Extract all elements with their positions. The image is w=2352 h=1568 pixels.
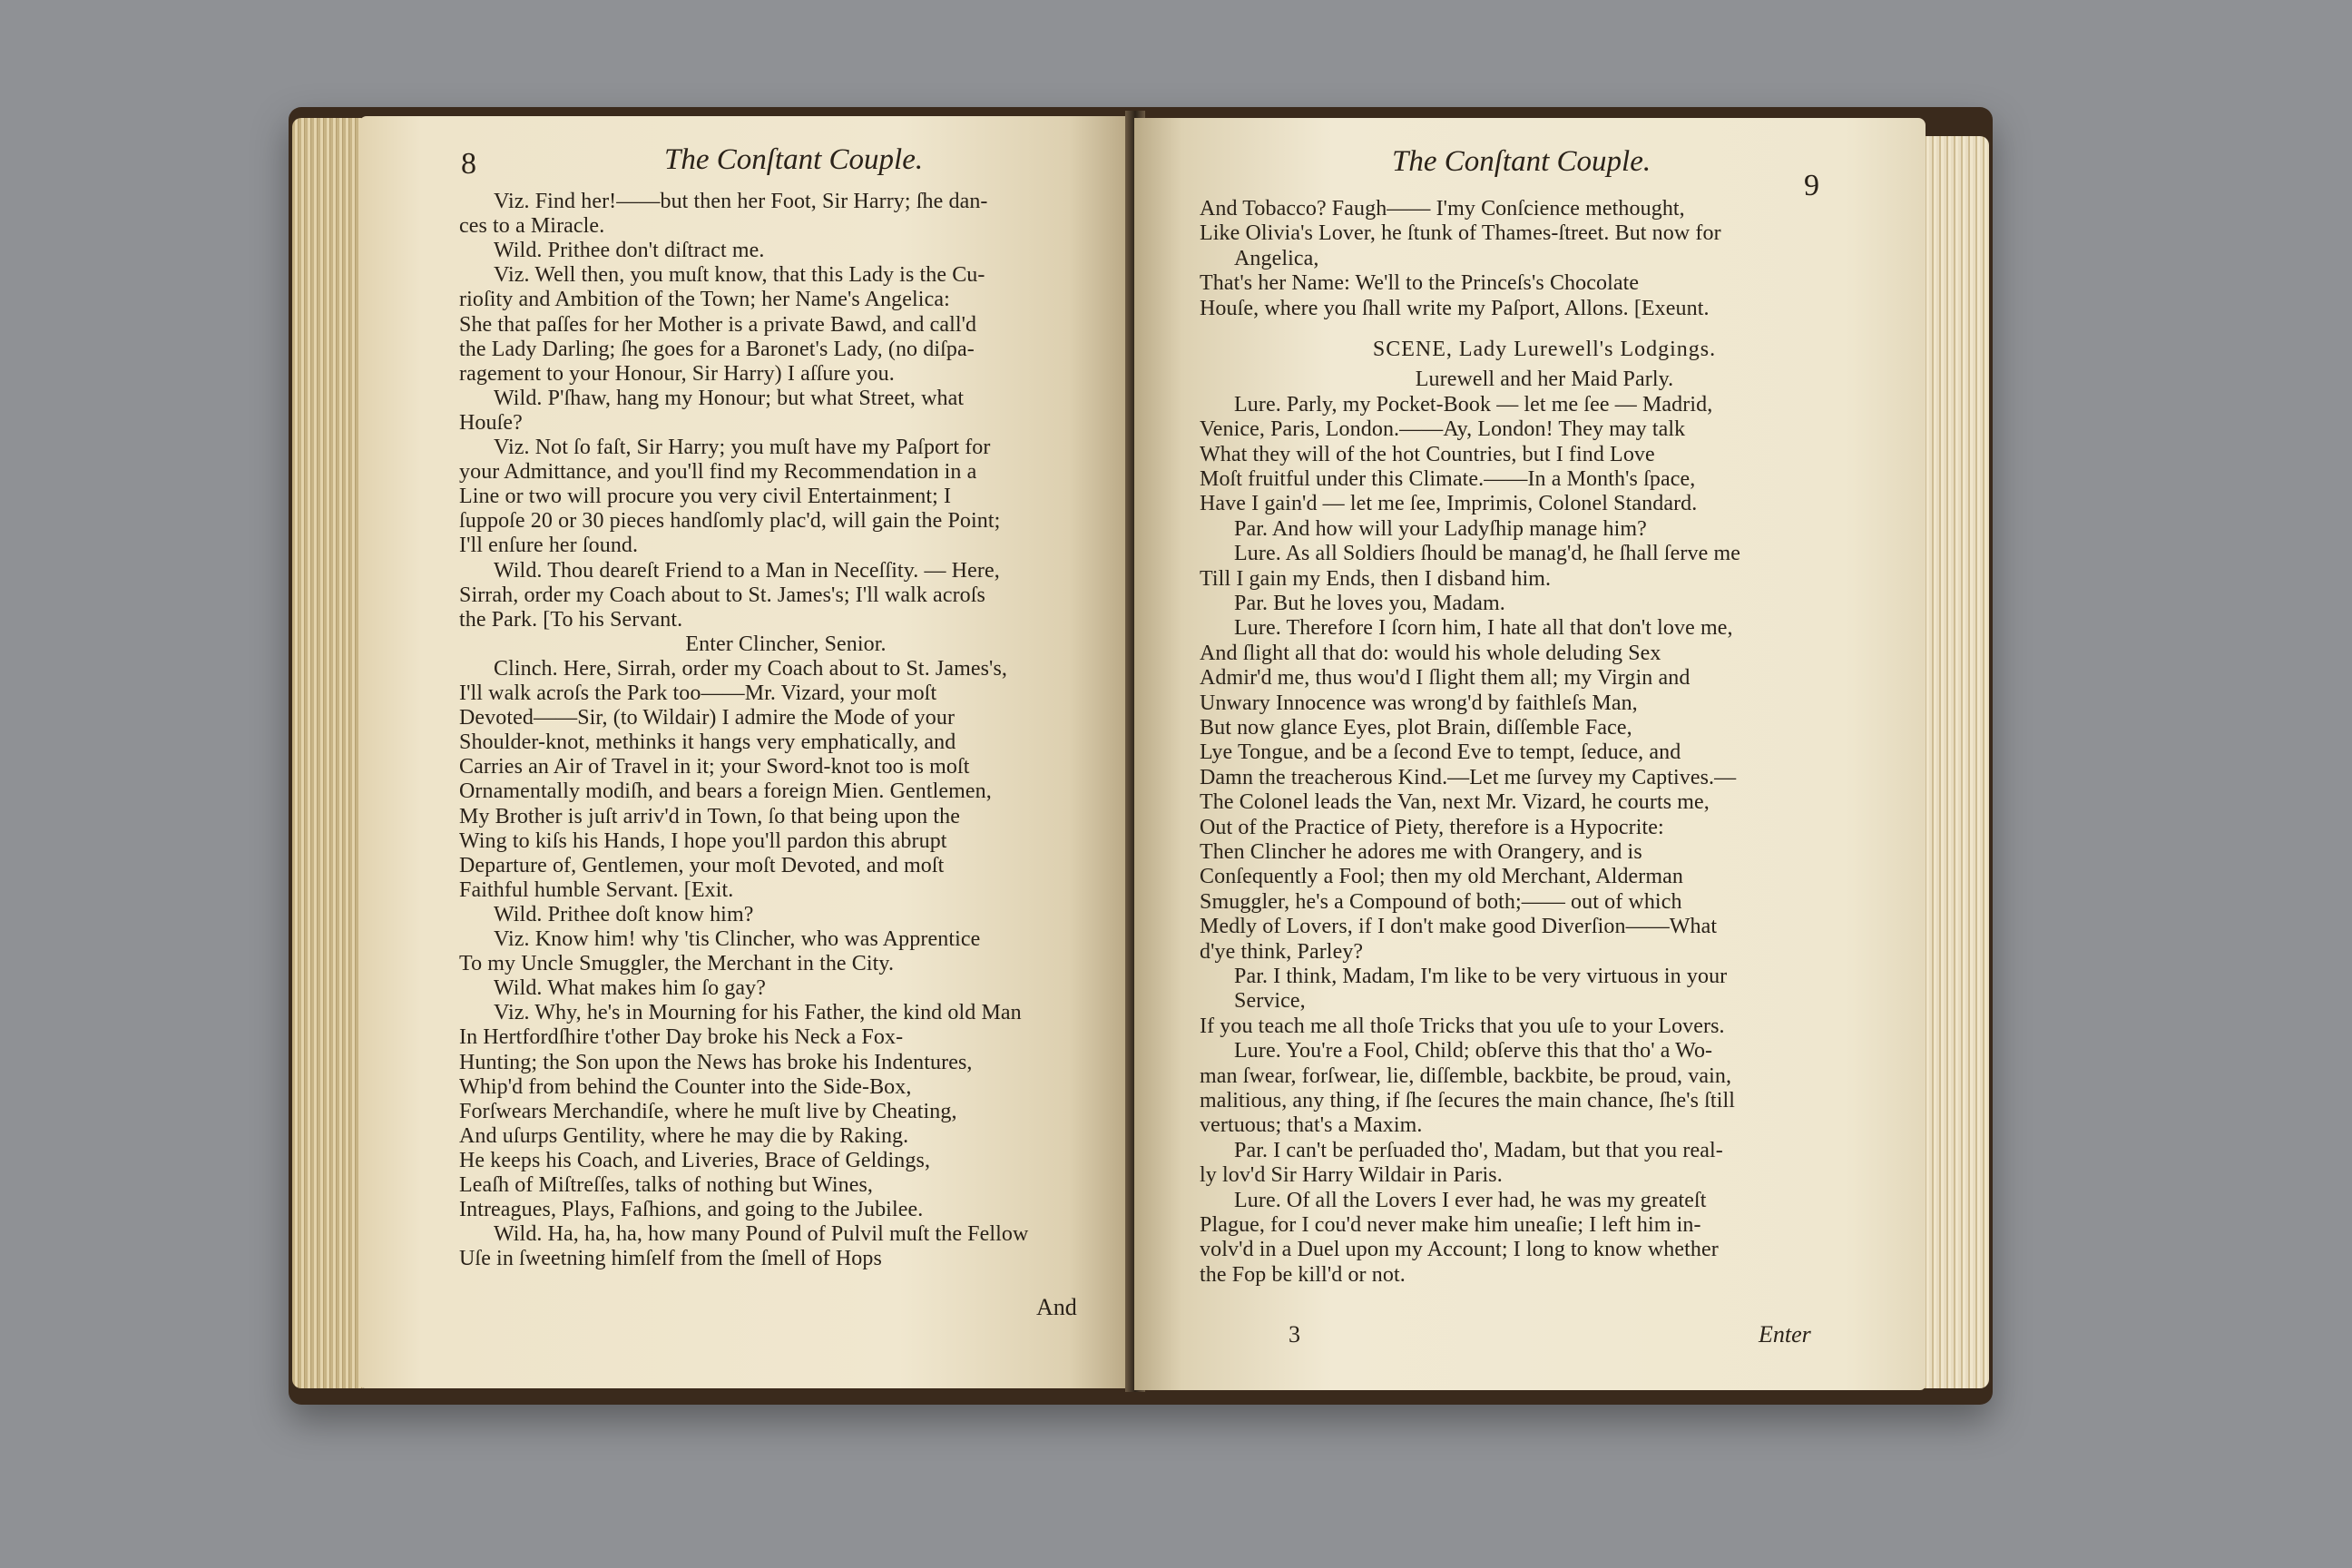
- right-page: [1134, 118, 1926, 1390]
- text-line: Sirrah, order my Coach about to St. James's; I'll walk acroſs: [459, 583, 985, 607]
- page-edges-left: [292, 118, 363, 1388]
- text-line: But now glance Eyes, plot Brain, diſſemble Face,: [1200, 716, 1632, 740]
- text-line: Moſt fruitful under this Climate.——In a Month's ſpace,: [1200, 467, 1696, 491]
- text-line: To my Uncle Smuggler, the Merchant in the City.: [459, 952, 895, 976]
- text-line: Smuggler, he's a Compound of both;—— out of which: [1200, 889, 1682, 914]
- text-line: And uſurps Gentility, where he may die by Raking.: [459, 1123, 909, 1148]
- text-line: Shoulder-knot, methinks it hangs very emphatically, and: [459, 730, 956, 755]
- text-line: Till I gain my Ends, then I disband him.: [1200, 566, 1552, 591]
- text-line: Lure. Parly, my Pocket-Book — let me ſee — Madrid,: [1234, 392, 1713, 416]
- text-line: Intreagues, Plays, Faſhions, and going to the Jubilee.: [459, 1198, 924, 1222]
- text-line: Houſe, where you ſhall write my Paſport, Allons. [Exeunt.: [1200, 296, 1710, 320]
- text-line: Medly of Lovers, if I don't make good Diverſion——What: [1200, 915, 1718, 939]
- left-page: [359, 116, 1131, 1388]
- text-line: vertuous; that's a Maxim.: [1200, 1113, 1423, 1138]
- text-line: Carries an Air of Travel in it; your Sword-knot too is moſt: [459, 755, 970, 779]
- text-line: The Colonel leads the Van, next Mr. Vizard, he courts me,: [1200, 790, 1710, 815]
- text-line: That's her Name: We'll to the Princeſs's Chocolate: [1200, 271, 1640, 296]
- text-line: Like Olivia's Lover, he ſtunk of Thames-ſtreet. But now for: [1200, 221, 1721, 246]
- text-line: malitious, any thing, if ſhe ſecures the main chance, ſhe's ſtill: [1200, 1089, 1735, 1112]
- text-line: He keeps his Coach, and Liveries, Brace of Geldings,: [459, 1148, 931, 1172]
- text-line: SCENE, Lady Lurewell's Lodgings.: [1372, 338, 1717, 361]
- text-line: Venice, Paris, London.——Ay, London! They may talk: [1200, 417, 1686, 442]
- text-line: What they will of the hot Countries, but I find Love: [1200, 442, 1655, 466]
- text-line: your Admittance, and you'll find my Recommendation in a: [459, 460, 977, 485]
- text-line: Lye Tongue, and be a ſecond Eve to tempt, ſeduce, and: [1200, 740, 1681, 765]
- text-line: Wild. What makes him ſo gay?: [494, 976, 766, 1001]
- text-line: And ſlight all that do: would his whole deluding Sex: [1200, 641, 1661, 665]
- signature-mark: 3: [1289, 1321, 1300, 1348]
- text-line: Plague, for I cou'd never make him uneaſie; I left him in-: [1200, 1213, 1701, 1237]
- text-line: Wild. P'ſhaw, hang my Honour; but what Street, what: [494, 386, 965, 410]
- text-line: Lure. Therefore I ſcorn him, I hate all that don't love me,: [1234, 616, 1733, 641]
- running-head: The Conſtant Couple.: [664, 143, 924, 176]
- text-line: Wing to kiſs his Hands, I hope you'll pardon this abrupt: [459, 828, 947, 853]
- text-line: Faithful humble Servant. [Exit.: [459, 877, 734, 902]
- running-head: The Conſtant Couple.: [1392, 145, 1651, 178]
- text-line: ſuppoſe 20 or 30 pieces handſomly plac'd, will gain the Point;: [459, 509, 1001, 534]
- text-line: ragement to your Honour, Sir Harry) I aſſure you.: [459, 361, 895, 386]
- text-line: the Fop be kill'd or not.: [1200, 1262, 1406, 1287]
- text-line: the Lady Darling; ſhe goes for a Baronet's Lady, (no diſpa-: [459, 337, 975, 361]
- text-line: Devoted——Sir, (to Wildair) I admire the Mode of your: [459, 706, 956, 730]
- text-line: Viz. Well then, you muſt know, that this Lady is the Cu-: [494, 263, 985, 288]
- text-line: Wild. Thou deareſt Friend to a Man in Neceſſity. — Here,: [494, 558, 1000, 583]
- text-line: Ornamentally modiſh, and bears a foreign Mien. Gentlemen,: [459, 779, 992, 804]
- text-line: My Brother is juſt arriv'd in Town, ſo that being upon the: [459, 804, 960, 828]
- text-line: I'll enſure her ſound.: [459, 534, 639, 558]
- text-line: Viz. Find her!——but then her Foot, Sir Harry; ſhe dan-: [494, 190, 988, 213]
- text-line: Have I gain'd — let me ſee, Imprimis, Colonel Standard.: [1200, 492, 1698, 516]
- text-line: Forſwears Merchandiſe, where he muſt live by Cheating,: [459, 1099, 957, 1123]
- text-line: man ſwear, forſwear, lie, diſſemble, backbite, be proud, vain,: [1200, 1063, 1732, 1088]
- text-line: Wild. Prithee doſt know him?: [494, 902, 754, 926]
- page-number: 9: [1804, 169, 1819, 202]
- text-line: Clinch. Here, Sirrah, order my Coach about to St. James's,: [494, 656, 1008, 681]
- text-line: Wild. Ha, ha, ha, how many Pound of Pulvil muſt the Fellow: [494, 1222, 1029, 1247]
- text-line: And Tobacco? Faugh—— I'my Conſcience methought,: [1200, 197, 1685, 220]
- text-line: Conſequently a Fool; then my old Merchant, Alderman: [1200, 865, 1684, 889]
- text-line: Whip'd from behind the Counter into the Side-Box,: [459, 1074, 912, 1099]
- text-line: Par. But he loves you, Madam.: [1234, 592, 1505, 615]
- text-line: Par. I think, Madam, I'm like to be very virtuous in your: [1234, 965, 1728, 988]
- text-line: Lure. As all Soldiers ſhould be manag'd, he ſhall ſerve me: [1234, 542, 1740, 566]
- text-line: I'll walk acroſs the Park too——Mr. Vizard, your moſt: [459, 681, 937, 705]
- text-line: Departure of, Gentlemen, your moſt Devoted, and moſt: [459, 853, 945, 877]
- catchword: And: [1036, 1294, 1077, 1320]
- text-line: rioſity and Ambition of the Town; her Name's Angelica:: [459, 288, 950, 312]
- text-line: Leaſh of Miſtreſſes, talks of nothing but Wines,: [459, 1173, 873, 1197]
- text-line: Damn the treacherous Kind.—Let me ſurvey my Captives.—: [1200, 765, 1737, 789]
- text-line: Unwary Innocence was wrong'd by faithleſs Man,: [1200, 691, 1638, 715]
- text-line: Service,: [1234, 989, 1306, 1014]
- text-line: Wild. Prithee don't diſtract me.: [494, 239, 765, 263]
- text-line: Houſe?: [459, 410, 523, 435]
- text-line: Viz. Not ſo faſt, Sir Harry; you muſt have my Paſport for: [494, 436, 991, 459]
- text-line: Line or two will procure you very civil Entertainment; I: [459, 485, 952, 509]
- text-line: Viz. Why, he's in Mourning for his Father, the kind old Man: [494, 1001, 1022, 1025]
- text-line: d'ye think, Parley?: [1200, 939, 1364, 964]
- text-line: ly lov'd Sir Harry Wildair in Paris.: [1200, 1163, 1503, 1188]
- page-edges-right: [1915, 136, 1989, 1388]
- text-line: the Park. [To his Servant.: [459, 607, 683, 632]
- text-line: Par. And how will your Ladyſhip manage him?: [1234, 516, 1647, 541]
- text-line: ces to a Miracle.: [459, 214, 605, 239]
- text-line: Hunting; the Son upon the News has broke his Indentures,: [459, 1050, 973, 1074]
- text-line: Uſe in ſweetning himſelf from the ſmell of Hops: [459, 1247, 882, 1271]
- text-line: Admir'd me, thus wou'd I ſlight them all; my Virgin and: [1200, 666, 1690, 691]
- text-line: Viz. Know him! why 'tis Clincher, who was Apprentice: [494, 927, 981, 951]
- text-line: Lurewell and her Maid Parly.: [1415, 368, 1674, 392]
- text-line: Then Clincher he adores me with Orangery, and is: [1200, 840, 1642, 864]
- page-number: 8: [461, 147, 476, 181]
- text-line: Angelica,: [1234, 246, 1319, 270]
- text-line: In Hertfordſhire t'other Day broke his Neck a Fox-: [459, 1025, 904, 1050]
- text-line: She that paſſes for her Mother is a private Bawd, and call'd: [459, 312, 977, 337]
- text-line: If you teach me all thoſe Tricks that you uſe to your Lovers.: [1200, 1014, 1725, 1038]
- text-line: Lure. You're a Fool, Child; obſerve this that tho' a Wo-: [1234, 1039, 1713, 1063]
- text-line: Lure. Of all the Lovers I ever had, he was my greateſt: [1234, 1188, 1707, 1212]
- text-line: volv'd in a Duel upon my Account; I long to know whether: [1200, 1238, 1719, 1262]
- text-line: Out of the Practice of Piety, therefore is a Hypocrite:: [1200, 815, 1664, 839]
- catchword: Enter: [1759, 1321, 1811, 1348]
- text-line: Par. I can't be perſuaded tho', Madam, but that you real-: [1234, 1138, 1723, 1162]
- text-line: Enter Clincher, Senior.: [685, 632, 887, 656]
